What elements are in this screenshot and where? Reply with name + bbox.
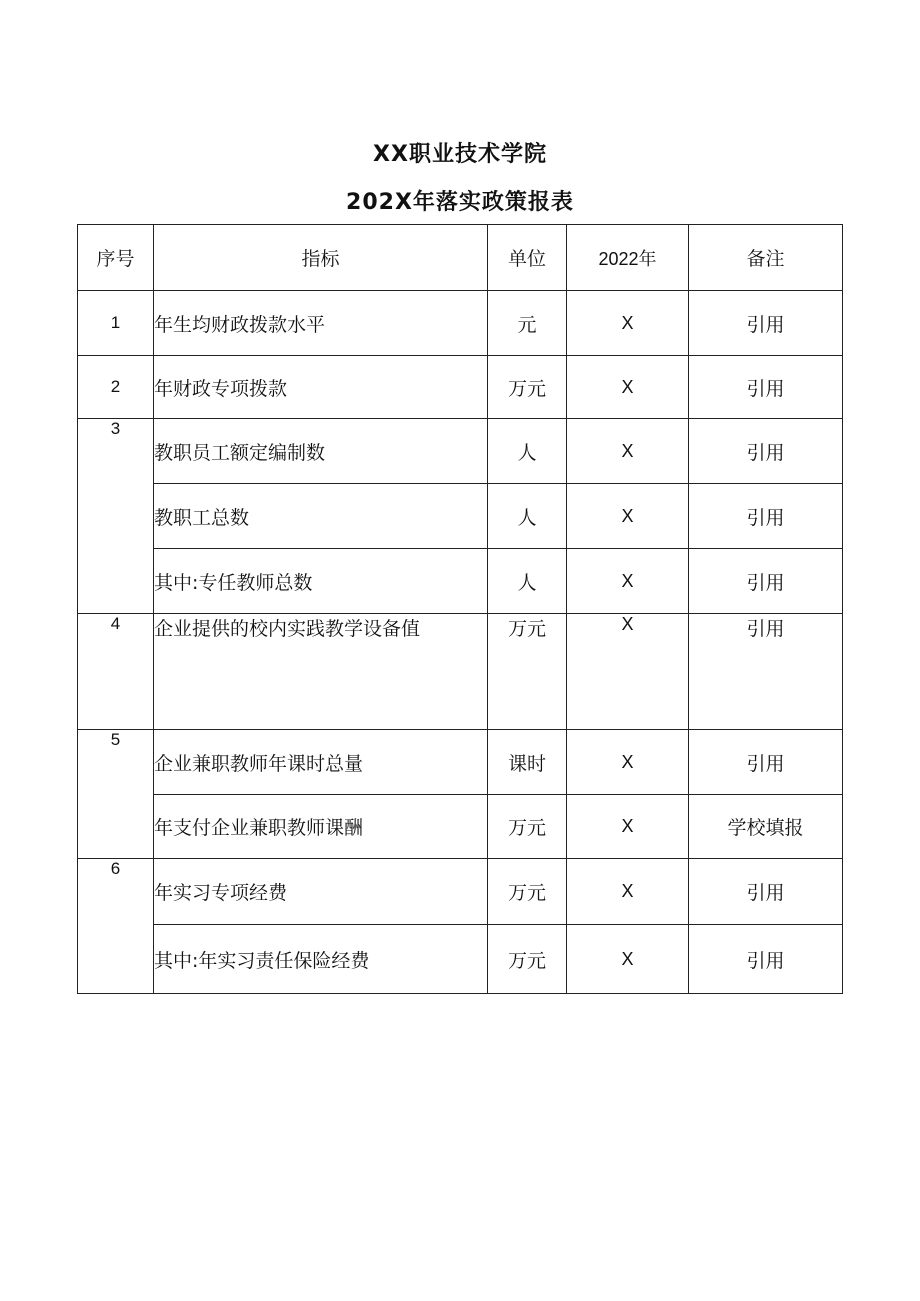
table-row bbox=[78, 614, 843, 730]
row-value: X bbox=[567, 291, 689, 356]
row-note: 引用 bbox=[689, 419, 843, 484]
row-indicator: 企业提供的校内实践教学设备值 bbox=[154, 614, 488, 730]
row-indicator: 年支付企业兼职教师课酬 bbox=[154, 795, 488, 859]
row-value: X bbox=[567, 614, 689, 730]
row-indicator: 教职员工额定编制数 bbox=[154, 419, 488, 484]
row-unit: 人 bbox=[488, 484, 567, 549]
row-note: 引用 bbox=[689, 925, 843, 994]
row-indicator: 企业兼职教师年课时总量 bbox=[154, 730, 488, 795]
document-title: XX职业技术学院 bbox=[373, 142, 547, 167]
row-value: X bbox=[567, 356, 689, 419]
row-indicator: 其中:专任教师总数 bbox=[154, 549, 488, 614]
row-note: 引用 bbox=[689, 549, 843, 614]
row-index: 5 bbox=[78, 730, 154, 859]
document-subtitle: 202X年落实政策报表 bbox=[346, 190, 574, 215]
row-note: 学校填报 bbox=[689, 795, 843, 859]
table-row bbox=[78, 291, 843, 356]
row-value: X bbox=[567, 419, 689, 484]
row-unit: 万元 bbox=[488, 795, 567, 859]
table-row bbox=[78, 356, 843, 419]
table-header-row bbox=[78, 225, 843, 291]
table-row bbox=[78, 795, 843, 859]
row-note: 引用 bbox=[689, 859, 843, 925]
row-unit: 万元 bbox=[488, 925, 567, 994]
row-value: X bbox=[567, 549, 689, 614]
header-unit: 单位 bbox=[488, 225, 567, 291]
row-unit: 万元 bbox=[488, 356, 567, 419]
row-index: 3 bbox=[78, 419, 154, 614]
row-unit: 万元 bbox=[488, 614, 567, 730]
row-indicator: 年生均财政拨款水平 bbox=[154, 291, 488, 356]
row-index: 6 bbox=[78, 859, 154, 994]
table-row bbox=[78, 484, 843, 549]
table-row bbox=[78, 419, 843, 484]
policy-report-table bbox=[77, 224, 843, 994]
row-unit: 万元 bbox=[488, 859, 567, 925]
row-indicator: 年实习专项经费 bbox=[154, 859, 488, 925]
table-row bbox=[78, 549, 843, 614]
row-indicator: 年财政专项拨款 bbox=[154, 356, 488, 419]
header-index: 序号 bbox=[78, 225, 154, 291]
table-row bbox=[78, 859, 843, 925]
row-unit: 人 bbox=[488, 419, 567, 484]
row-unit: 元 bbox=[488, 291, 567, 356]
header-year: 2022年 bbox=[567, 225, 689, 291]
table-row bbox=[78, 730, 843, 795]
row-value: X bbox=[567, 730, 689, 795]
row-indicator: 其中:年实习责任保险经费 bbox=[154, 925, 488, 994]
row-index: 1 bbox=[78, 291, 154, 356]
table-row bbox=[78, 925, 843, 994]
row-index: 2 bbox=[78, 356, 154, 419]
row-value: X bbox=[567, 859, 689, 925]
row-index: 4 bbox=[78, 614, 154, 730]
row-indicator: 教职工总数 bbox=[154, 484, 488, 549]
row-value: X bbox=[567, 925, 689, 994]
row-note: 引用 bbox=[689, 356, 843, 419]
row-note: 引用 bbox=[689, 730, 843, 795]
row-unit: 课时 bbox=[488, 730, 567, 795]
row-value: X bbox=[567, 795, 689, 859]
header-indicator: 指标 bbox=[154, 225, 488, 291]
row-note: 引用 bbox=[689, 291, 843, 356]
row-note: 引用 bbox=[689, 614, 843, 730]
row-value: X bbox=[567, 484, 689, 549]
row-note: 引用 bbox=[689, 484, 843, 549]
header-note: 备注 bbox=[689, 225, 843, 291]
row-unit: 人 bbox=[488, 549, 567, 614]
